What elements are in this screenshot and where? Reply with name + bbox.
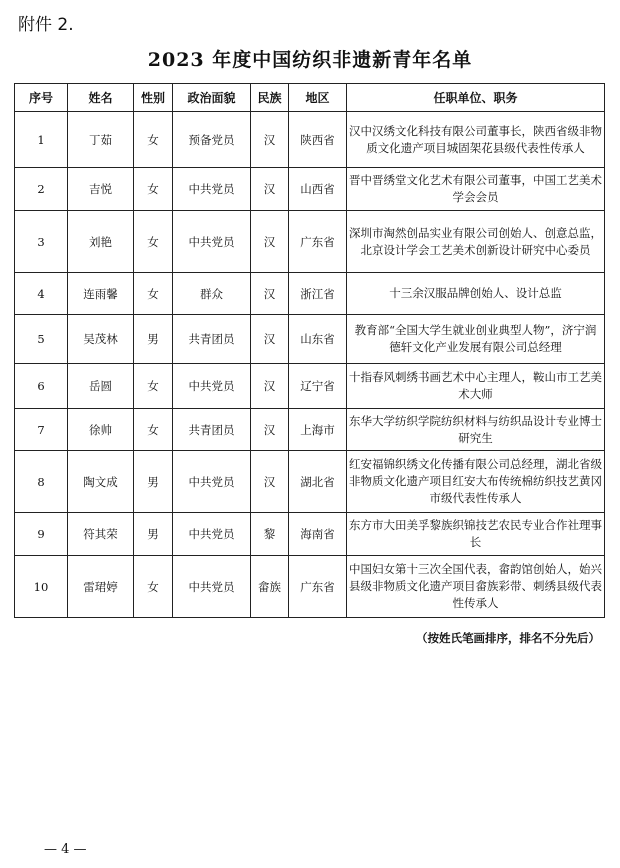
cell-name: 丁茹 — [68, 112, 134, 168]
table-row — [15, 451, 605, 513]
cell-name: 雷珺婷 — [68, 556, 134, 618]
cell-region: 海南省 — [289, 513, 347, 556]
cell-gender: 女 — [134, 273, 173, 315]
cell-no: 3 — [15, 211, 68, 273]
header-gender: 性别 — [134, 84, 173, 112]
cell-ethnic: 黎 — [251, 513, 289, 556]
cell-name: 刘艳 — [68, 211, 134, 273]
cell-region: 上海市 — [289, 409, 347, 451]
cell-job: 东方市大田美孚黎族织锦技艺农民专业合作社理事长 — [347, 513, 605, 556]
cell-gender: 男 — [134, 315, 173, 364]
cell-region: 辽宁省 — [289, 364, 347, 409]
cell-gender: 女 — [134, 112, 173, 168]
cell-ethnic: 畲族 — [251, 556, 289, 618]
table-row — [15, 273, 605, 315]
cell-job: 晋中晋绣堂文化艺术有限公司董事，中国工艺美术学会会员 — [347, 168, 605, 211]
sorting-note: （按姓氏笔画排序，排名不分先后） — [416, 631, 600, 645]
cell-region: 山东省 — [289, 315, 347, 364]
cell-gender: 女 — [134, 556, 173, 618]
cell-gender: 女 — [134, 364, 173, 409]
cell-name: 徐帅 — [68, 409, 134, 451]
cell-political: 中共党员 — [173, 556, 251, 618]
table-row — [15, 315, 605, 364]
cell-job: 汉中汉绣文化科技有限公司董事长，陕西省级非物质文化遗产项目城固架花县级代表性传承人 — [347, 112, 605, 168]
cell-political: 共青团员 — [173, 409, 251, 451]
cell-ethnic: 汉 — [251, 409, 289, 451]
table-row — [15, 112, 605, 168]
cell-name: 吴茂林 — [68, 315, 134, 364]
cell-job: 红安福锦织绣文化传播有限公司总经理，湖北省级非物质文化遗产项目红安大布传统棉纺织技艺黄冈市级代表性传承人 — [347, 451, 605, 513]
header-name: 姓名 — [68, 84, 134, 112]
table-row — [15, 409, 605, 451]
cell-region: 湖北省 — [289, 451, 347, 513]
header-region: 地区 — [289, 84, 347, 112]
cell-no: 4 — [15, 273, 68, 315]
cell-name: 吉悦 — [68, 168, 134, 211]
cell-political: 群众 — [173, 273, 251, 315]
cell-ethnic: 汉 — [251, 112, 289, 168]
cell-job: 教育部“全国大学生就业创业典型人物”，济宁润德轩文化产业发展有限公司总经理 — [347, 315, 605, 364]
cell-region: 山西省 — [289, 168, 347, 211]
cell-political: 中共党员 — [173, 451, 251, 513]
cell-gender: 男 — [134, 451, 173, 513]
attachment-label: 附件 2. — [18, 15, 74, 35]
cell-ethnic: 汉 — [251, 273, 289, 315]
roster-table — [14, 83, 605, 618]
header-ethnic: 民族 — [251, 84, 289, 112]
cell-gender: 女 — [134, 168, 173, 211]
cell-region: 广东省 — [289, 556, 347, 618]
cell-political: 中共党员 — [173, 364, 251, 409]
cell-no: 10 — [15, 556, 68, 618]
cell-region: 广东省 — [289, 211, 347, 273]
cell-job: 十三余汉服品牌创始人、设计总监 — [347, 273, 605, 315]
cell-gender: 女 — [134, 409, 173, 451]
document-title: 2023 年度中国纺织非遗新青年名单 — [147, 49, 473, 71]
cell-ethnic: 汉 — [251, 315, 289, 364]
cell-no: 9 — [15, 513, 68, 556]
cell-job: 东华大学纺织学院纺织材料与纺织品设计专业博士研究生 — [347, 409, 605, 451]
table-row — [15, 364, 605, 409]
cell-ethnic: 汉 — [251, 168, 289, 211]
cell-ethnic: 汉 — [251, 451, 289, 513]
cell-no: 2 — [15, 168, 68, 211]
table-header-row — [15, 84, 605, 112]
table-row — [15, 211, 605, 273]
table-row — [15, 556, 605, 618]
cell-name: 陶文成 — [68, 451, 134, 513]
cell-political: 中共党员 — [173, 211, 251, 273]
table-row — [15, 168, 605, 211]
cell-gender: 男 — [134, 513, 173, 556]
cell-no: 1 — [15, 112, 68, 168]
page-number: — 4 — — [44, 842, 87, 857]
table-row — [15, 513, 605, 556]
cell-region: 陕西省 — [289, 112, 347, 168]
cell-name: 岳圆 — [68, 364, 134, 409]
cell-no: 7 — [15, 409, 68, 451]
cell-no: 6 — [15, 364, 68, 409]
cell-ethnic: 汉 — [251, 211, 289, 273]
cell-ethnic: 汉 — [251, 364, 289, 409]
cell-name: 连雨馨 — [68, 273, 134, 315]
header-political: 政治面貌 — [173, 84, 251, 112]
cell-no: 5 — [15, 315, 68, 364]
cell-political: 共青团员 — [173, 315, 251, 364]
cell-name: 符其荣 — [68, 513, 134, 556]
header-job: 任职单位、职务 — [347, 84, 605, 112]
cell-gender: 女 — [134, 211, 173, 273]
cell-political: 中共党员 — [173, 513, 251, 556]
cell-political: 中共党员 — [173, 168, 251, 211]
cell-no: 8 — [15, 451, 68, 513]
cell-job: 中国妇女第十三次全国代表，畲韵馆创始人，始兴县级非物质文化遗产项目畲族彩带、刺绣县级代表性传承人 — [347, 556, 605, 618]
cell-political: 预备党员 — [173, 112, 251, 168]
cell-job: 十指春风刺绣书画艺术中心主理人，鞍山市工艺美术大师 — [347, 364, 605, 409]
cell-region: 浙江省 — [289, 273, 347, 315]
header-no: 序号 — [15, 84, 68, 112]
cell-job: 深圳市淘然创品实业有限公司创始人、创意总监，北京设计学会工艺美术创新设计研究中心委员 — [347, 211, 605, 273]
